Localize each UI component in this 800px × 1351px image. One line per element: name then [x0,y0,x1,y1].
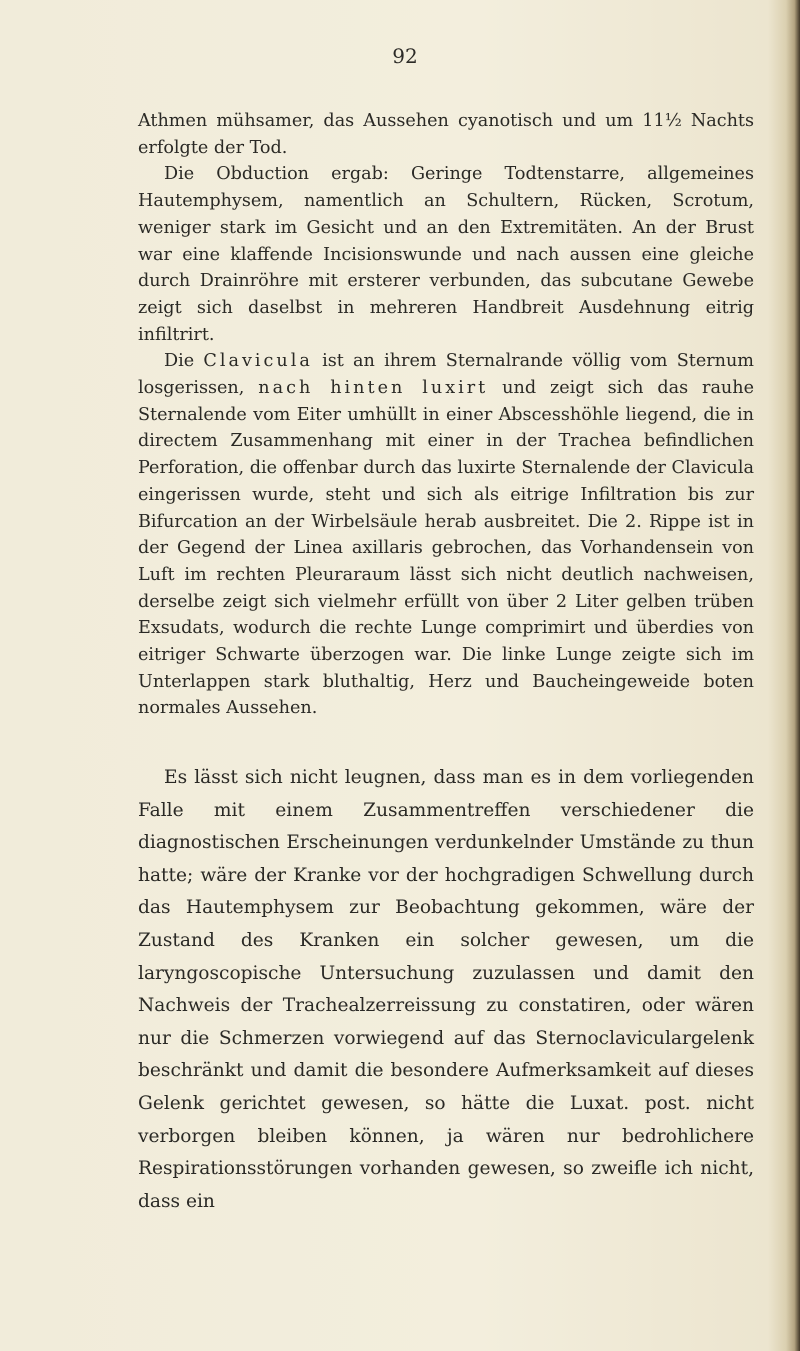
text-run: und zeigt sich das rauhe Sternalende vom Eiter umhüllt in einer Abscesshöhle liegend, die in directem Zusammenhang mit einer in der Trachea befindlichen Perforation, die offenbar durch das luxirte Sternalende der Clavicula eingerissen wurde, steht und sich als eitrige Infiltration bis zur Bifurcation an der Wirbelsäule herab ausbreitet. Die 2. Rippe ist in der Gegend der Linea axillaris gebrochen, das Vorhandensein von Luft im rechten Pleuraraum lässt sich nicht deutlich nachweisen, derselbe zeigt sich vielmehr erfüllt von über 2 Liter gelben trüben Exsudats, wodurch die rechte Lunge comprimirt und überdies von eitriger Schwarte überzogen war. Die linke Lunge zeigte sich im Unterlappen stark bluthaltig, Herz und Baucheingeweide boten normales Aussehen. [138,378,755,719]
page-edge-shadow [786,0,800,1351]
discussion-text [138,762,754,1218]
text-run: Die [164,351,204,372]
paragraph-clavicula [138,348,754,722]
paragraph-discussion: Es lässt sich nicht leugnen, dass man es in dem vorliegenden Falle mit einem Zusammentreffen verschiedener die diagnostischen Erscheinungen verdunkelnder Umstände zu thun hatte; wäre der Kranke vor der hochgradigen Schwellung durch das Hautemphysem zur Beobachtung gekommen, wäre der Zustand des Kranken ein solcher gewesen, um die laryngoscopische Untersuchung zuzulassen und damit den Nachweis der Trachealzerreissung zu constatiren, oder wären nur die Schmerzen vorwiegend auf das Sternoclaviculargelenk beschränkt und damit die besondere Aufmerksamkeit auf dieses Gelenk gerichtet gewesen, so hätte die Luxat. post. nicht verborgen bleiben können, ja wären nur bedrohlichere Respirationsstörungen vorhanden gewesen, so zweifle ich nicht, dass ein [138,767,754,1212]
case-report-text [138,108,754,722]
spaced-term-luxation: nach hinten luxirt [258,378,489,399]
page-number: 92 [392,44,418,68]
paragraph-death: Athmen mühsamer, das Aussehen cyanotisch und um 11½ Nachts erfolgte der Tod. [138,111,754,158]
spaced-term-clavicula: Clavicula [203,351,313,372]
paragraph-obduction: Die Obduction ergab: Geringe Todtenstarre, allgemeines Hautemphysem, namentlich an Schultern, Rücken, Scrotum, weniger stark im Gesicht und an den Extremitäten. An der Brust war eine klaffende Incisionswunde und nach aussen eine gleiche durch Drainröhre mit ersterer verbunden, das subcutane Gewebe zeigt sich daselbst in mehreren Handbreit Ausdehnung eitrig infiltrirt. [138,164,754,345]
text-run: ist an ihrem Sternalrande völlig vom Sternum losgerissen, [138,351,754,399]
